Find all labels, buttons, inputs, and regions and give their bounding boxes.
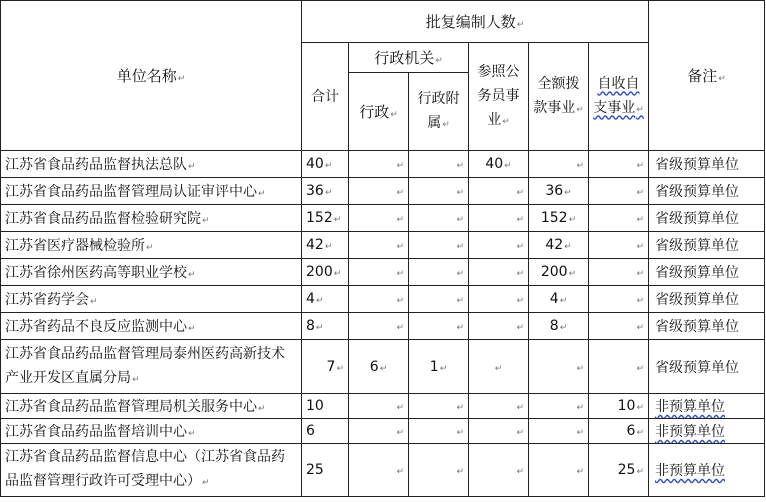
civil-cell	[469, 178, 529, 205]
affiliated-cell	[409, 205, 469, 232]
total-cell: 10	[302, 394, 349, 419]
remark-cell: 省级预算单位	[649, 340, 765, 394]
unit-name-cell: 江苏省食品药品监督执法总队 ↵	[1, 151, 302, 178]
unit-name-cell: 江苏省徐州医药高等职业学校 ↵	[1, 259, 302, 286]
self-cell: 25 ↵	[589, 444, 649, 497]
admin-cell	[349, 259, 409, 286]
civil-cell	[469, 340, 529, 394]
admin-cell	[349, 178, 409, 205]
full-cell	[529, 151, 589, 178]
table-row	[1, 232, 765, 259]
admin-cell: 6 ↵	[349, 340, 409, 394]
remark-cell: 省级预算单位	[649, 313, 765, 340]
self-cell: 6 ↵	[589, 419, 649, 444]
affiliated-cell	[409, 178, 469, 205]
table-row	[1, 394, 765, 419]
civil-cell	[469, 232, 529, 259]
total-cell: 8 ↵	[302, 313, 349, 340]
admin-cell	[349, 232, 409, 259]
header-self-funded: 自收自支事业 ↵	[589, 43, 649, 151]
civil-cell: 40 ↵	[469, 151, 529, 178]
header-admin: 行政 ↵	[349, 73, 409, 151]
admin-cell	[349, 286, 409, 313]
table-row	[1, 286, 765, 313]
unit-name-cell: 江苏省食品药品监督管理局认证审评中心 ↵	[1, 178, 302, 205]
affiliated-cell	[409, 444, 469, 497]
unit-name-cell: 江苏省食品药品监督培训中心 ↵	[1, 419, 302, 444]
total-cell: 36 ↵	[302, 178, 349, 205]
admin-cell	[349, 151, 409, 178]
full-cell: 8 ↵	[529, 313, 589, 340]
unit-name-cell: 江苏省食品药品监督检验研究院 ↵	[1, 205, 302, 232]
affiliated-cell: 1 ↵	[409, 340, 469, 394]
header-approved: 批复编制人数 ↵	[302, 1, 649, 43]
self-cell	[589, 259, 649, 286]
remark-cell: 省级预算单位	[649, 286, 765, 313]
civil-cell	[469, 394, 529, 419]
unit-name-cell: 江苏省药学会 ↵	[1, 286, 302, 313]
total-cell: 42 ↵	[302, 232, 349, 259]
affiliated-cell	[409, 419, 469, 444]
admin-cell	[349, 205, 409, 232]
header-civil-service: 参照公务员事业 ↵	[469, 43, 529, 151]
table-row	[1, 340, 765, 394]
table-row	[1, 419, 765, 444]
header-total: 合计	[302, 43, 349, 151]
total-cell: 40 ↵	[302, 151, 349, 178]
full-cell	[529, 419, 589, 444]
affiliated-cell	[409, 313, 469, 340]
full-cell: 152 ↵	[529, 205, 589, 232]
civil-cell	[469, 419, 529, 444]
remark-cell: 非预算单位	[649, 444, 765, 497]
remark-cell: 省级预算单位	[649, 232, 765, 259]
remark-cell: 省级预算单位	[649, 178, 765, 205]
full-cell	[529, 340, 589, 394]
table-row	[1, 178, 765, 205]
affiliated-cell	[409, 232, 469, 259]
remark-cell: 省级预算单位	[649, 151, 765, 178]
remark-cell: 省级预算单位	[649, 259, 765, 286]
full-cell: 42 ↵	[529, 232, 589, 259]
civil-cell	[469, 444, 529, 497]
admin-cell	[349, 444, 409, 497]
self-cell	[589, 151, 649, 178]
table-row	[1, 313, 765, 340]
header-full-funding: 全额拨款事业 ↵	[529, 43, 589, 151]
total-cell: 25	[302, 444, 349, 497]
affiliated-cell	[409, 151, 469, 178]
admin-cell	[349, 419, 409, 444]
full-cell: 36 ↵	[529, 178, 589, 205]
header-row-1	[1, 1, 765, 43]
table-row	[1, 205, 765, 232]
civil-cell	[469, 286, 529, 313]
table-row	[1, 444, 765, 497]
header-admin-org: 行政机关 ↵	[349, 43, 469, 73]
civil-cell	[469, 205, 529, 232]
header-unit-name: 单位名称 ↵	[1, 1, 302, 151]
civil-cell	[469, 313, 529, 340]
self-cell	[589, 178, 649, 205]
self-cell: 10 ↵	[589, 394, 649, 419]
total-cell: 200 ↵	[302, 259, 349, 286]
unit-name-cell: 江苏省食品药品监督管理局泰州医药高新技术产业开发区直属分局 ↵	[1, 340, 302, 394]
total-cell: 7 ↵	[302, 340, 349, 394]
self-cell	[589, 313, 649, 340]
remark-cell: 非预算单位	[649, 419, 765, 444]
full-cell: 200 ↵	[529, 259, 589, 286]
total-cell: 152 ↵	[302, 205, 349, 232]
admin-cell	[349, 313, 409, 340]
unit-name-cell: 江苏省医疗器械检验所 ↵	[1, 232, 302, 259]
unit-name-cell: 江苏省食品药品监督信息中心（江苏省食品药品监督管理行政许可受理中心） ↵	[1, 444, 302, 497]
header-admin-affiliated: 行政附属 ↵	[409, 73, 469, 151]
remark-cell: 省级预算单位	[649, 205, 765, 232]
unit-name-cell: 江苏省食品药品监督管理局机关服务中心 ↵	[1, 394, 302, 419]
table-row	[1, 259, 765, 286]
table-row	[1, 151, 765, 178]
full-cell: 4 ↵	[529, 286, 589, 313]
self-cell	[589, 232, 649, 259]
self-cell	[589, 340, 649, 394]
unit-name-cell: 江苏省药品不良反应监测中心 ↵	[1, 313, 302, 340]
affiliated-cell	[409, 394, 469, 419]
admin-cell	[349, 394, 409, 419]
remark-cell: 非预算单位	[649, 394, 765, 419]
affiliated-cell	[409, 286, 469, 313]
civil-cell	[469, 259, 529, 286]
full-cell	[529, 444, 589, 497]
header-remarks: 备注 ↵	[649, 1, 765, 151]
self-cell	[589, 286, 649, 313]
total-cell: 4 ↵	[302, 286, 349, 313]
total-cell: 6	[302, 419, 349, 444]
self-cell	[589, 205, 649, 232]
full-cell	[529, 394, 589, 419]
affiliated-cell	[409, 259, 469, 286]
